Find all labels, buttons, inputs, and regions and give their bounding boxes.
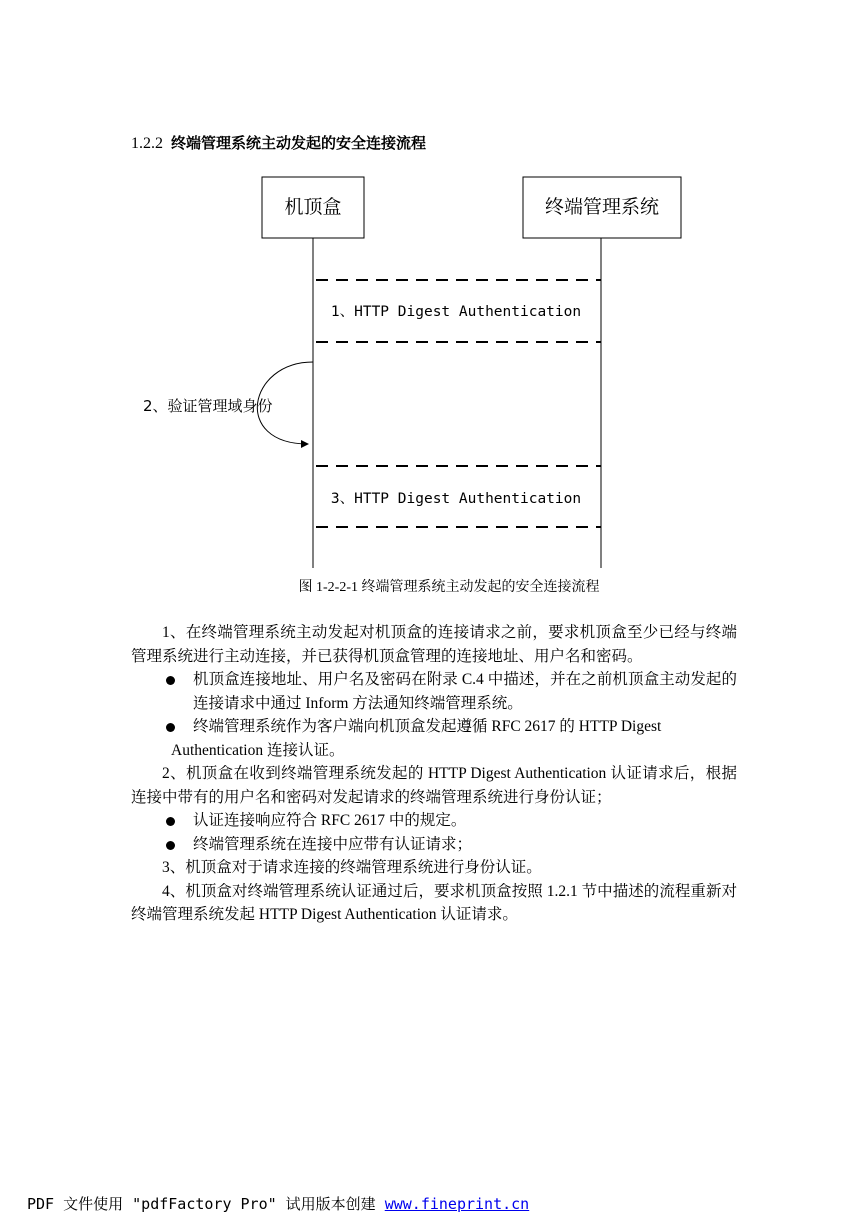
step1-label: 1、HTTP Digest Authentication xyxy=(330,304,582,320)
bullet-text: 终端管理系统作为客户端向机顶盒发起遵循 RFC 2617 的 HTTP Digest xyxy=(193,718,662,735)
bullet-text: 终端管理系统在连接中应带有认证请求； xyxy=(193,835,473,853)
paragraph-2: 2、机顶盒在收到终端管理系统发起的 HTTP Digest Authentication 认证请求后，根据连接中带有的用户名和密码对发起请求的终端管理系统进行身份认证； xyxy=(131,765,737,806)
sequence-diagram xyxy=(0,0,868,600)
paragraph-1: 1、在终端管理系统主动发起对机顶盒的连接请求之前，要求机顶盒至少已经与终端管理系统进行主动连接，并已获得机顶盒管理的连接地址、用户名和密码。 xyxy=(131,624,737,665)
bullet-text: 认证连接响应符合 RFC 2617 中的规定。 xyxy=(193,812,467,829)
paragraph-4: 4、机顶盒对终端管理系统认证通过后，要求机顶盒按照 1.2.1 节中描述的流程重新对终端管理系统发起 HTTP Digest Authentication 认证请求。 xyxy=(131,882,737,923)
bullet-dot-icon xyxy=(166,723,175,732)
step2-label: 2、验证管理域身份 xyxy=(143,397,273,415)
acs-actor-label: 终端管理系统 xyxy=(544,196,660,218)
bullet-text-continuation: Authentication 连接认证。 xyxy=(171,741,345,759)
bullet-item xyxy=(131,833,737,857)
bullet-item xyxy=(131,668,737,715)
bullet-item xyxy=(131,715,737,762)
footer-link[interactable]: www.fineprint.cn xyxy=(384,1195,530,1213)
stb-actor-label: 机顶盒 xyxy=(284,196,342,218)
body-text xyxy=(131,621,737,927)
section-number: 1.2.2 xyxy=(131,135,163,152)
step3-label: 3、HTTP Digest Authentication xyxy=(330,491,582,507)
section-title: 终端管理系统主动发起的安全连接流程 xyxy=(171,134,427,152)
paragraph-3: 3、机顶盒对于请求连接的终端管理系统进行身份认证。 xyxy=(162,859,542,876)
figure-caption: 图 1-2-2-1 终端管理系统主动发起的安全连接流程 xyxy=(298,580,600,595)
bullet-dot-icon xyxy=(166,817,175,826)
bullet-item xyxy=(131,809,737,833)
bullet-dot-icon xyxy=(166,841,175,850)
footer-text: PDF 文件使用 "pdfFactory Pro" 试用版本创建 xyxy=(27,1195,385,1213)
bullet-dot-icon xyxy=(166,676,175,685)
bullet-text: 机顶盒连接地址、用户名及密码在附录 C.4 中描述，并在之前机顶盒主动发起的连接请求中通过 Inform 方法通知终端管理系统。 xyxy=(193,671,737,712)
pdf-footer xyxy=(27,1193,529,1215)
